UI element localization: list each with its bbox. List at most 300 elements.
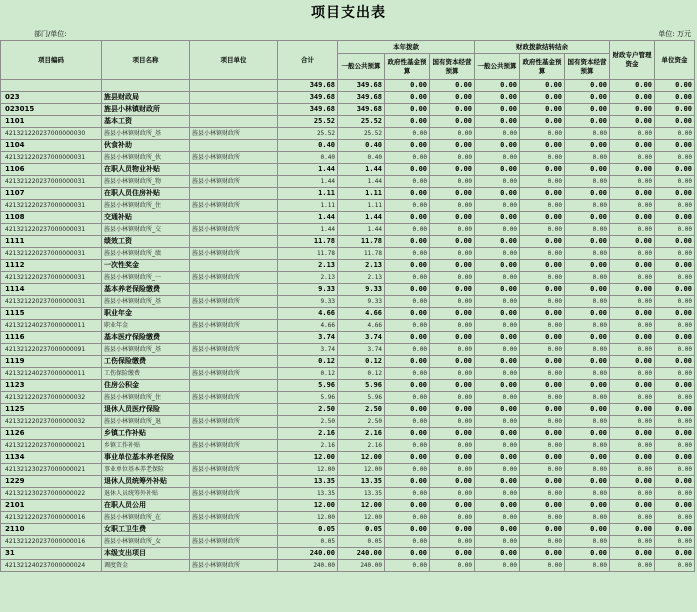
cell-general-carry: 0.00 [475, 236, 520, 248]
cell-code: 1116 [1, 332, 102, 344]
cell-state-capital-carry: 0.00 [565, 524, 610, 536]
cell-gov-fund-carry: 0.00 [520, 500, 565, 512]
cell-general-carry: 0.00 [475, 548, 520, 560]
cell-state-capital-current: 0.00 [430, 368, 475, 380]
cell-general-current: 349.68 [338, 92, 385, 104]
cell-fiscal-special: 0.00 [610, 452, 655, 464]
cell-general-current: 12.00 [338, 500, 385, 512]
cell-general-carry: 0.00 [475, 284, 520, 296]
cell-gov-fund-carry: 0.00 [520, 128, 565, 140]
table-body [1, 80, 695, 572]
cell-gov-fund-current: 0.00 [385, 296, 430, 308]
cell-code: 421321220237000000021 [1, 440, 102, 452]
cell-code: 1229 [1, 476, 102, 488]
cell-project-name: 退休人员统筹外补贴 [102, 488, 190, 500]
cell-gov-fund-carry: 0.00 [520, 164, 565, 176]
cell-gov-fund-carry: 0.00 [520, 188, 565, 200]
cell-project-unit [190, 116, 278, 128]
cell-code: 1115 [1, 308, 102, 320]
cell-general-carry: 0.00 [475, 356, 520, 368]
cell-general-current: 3.74 [338, 332, 385, 344]
header-general-current: 一般公共预算 [338, 54, 385, 80]
cell-fiscal-special: 0.00 [610, 164, 655, 176]
cell-gov-fund-current: 0.00 [385, 560, 430, 572]
table-row [1, 428, 695, 440]
cell-unit-fund: 0.00 [655, 260, 695, 272]
cell-state-capital-current: 0.00 [430, 92, 475, 104]
cell-unit-fund: 0.00 [655, 392, 695, 404]
cell-general-current: 11.78 [338, 236, 385, 248]
cell-state-capital-carry: 0.00 [565, 176, 610, 188]
cell-gov-fund-current: 0.00 [385, 284, 430, 296]
cell-fiscal-special: 0.00 [610, 392, 655, 404]
cell-gov-fund-carry: 0.00 [520, 176, 565, 188]
cell-general-current: 11.78 [338, 248, 385, 260]
cell-unit-fund: 0.00 [655, 560, 695, 572]
cell-project-unit [190, 164, 278, 176]
table-row [1, 308, 695, 320]
header-general-carry: 一般公共预算 [475, 54, 520, 80]
expenditure-table [0, 40, 695, 572]
table-row [1, 272, 695, 284]
cell-general-current: 1.11 [338, 188, 385, 200]
cell-total: 1.44 [278, 164, 338, 176]
cell-gov-fund-current: 0.00 [385, 260, 430, 272]
cell-gov-fund-current: 0.00 [385, 188, 430, 200]
cell-state-capital-current: 0.00 [430, 488, 475, 500]
cell-code: 1119 [1, 356, 102, 368]
cell-unit-fund: 0.00 [655, 92, 695, 104]
cell-general-carry: 0.00 [475, 380, 520, 392]
cell-state-capital-current: 0.00 [430, 140, 475, 152]
cell-state-capital-carry: 0.00 [565, 272, 610, 284]
cell-code: 421321220237000000032 [1, 392, 102, 404]
table-row [1, 500, 695, 512]
cell-general-carry: 0.00 [475, 200, 520, 212]
cell-project-unit [190, 212, 278, 224]
cell-project-unit [190, 356, 278, 368]
cell-gov-fund-carry: 0.00 [520, 320, 565, 332]
cell-gov-fund-current: 0.00 [385, 344, 430, 356]
cell-general-current: 2.16 [338, 440, 385, 452]
cell-project-unit [190, 236, 278, 248]
cell-unit-fund: 0.00 [655, 140, 695, 152]
table-row [1, 524, 695, 536]
header-code: 项目编码 [1, 41, 102, 80]
cell-state-capital-current: 0.00 [430, 344, 475, 356]
cell-total: 13.35 [278, 476, 338, 488]
cell-state-capital-carry: 0.00 [565, 128, 610, 140]
cell-fiscal-special: 0.00 [610, 104, 655, 116]
cell-unit-fund: 0.00 [655, 212, 695, 224]
cell-state-capital-carry: 0.00 [565, 104, 610, 116]
table-row [1, 464, 695, 476]
cell-general-carry: 0.00 [475, 344, 520, 356]
cell-fiscal-special: 0.00 [610, 476, 655, 488]
cell-project-name: 退休人员统筹外补贴 [102, 476, 190, 488]
cell-unit-fund: 0.00 [655, 236, 695, 248]
cell-gov-fund-carry: 0.00 [520, 344, 565, 356]
cell-fiscal-special: 0.00 [610, 152, 655, 164]
cell-total: 12.00 [278, 464, 338, 476]
cell-gov-fund-current: 0.00 [385, 140, 430, 152]
table-row [1, 104, 695, 116]
cell-code: 421321240237000000024 [1, 560, 102, 572]
cell-gov-fund-carry: 0.00 [520, 284, 565, 296]
cell-unit-fund: 0.00 [655, 164, 695, 176]
cell-project-unit: 旌县小林镇财政所 [190, 320, 278, 332]
cell-general-carry: 0.00 [475, 512, 520, 524]
cell-general-current: 349.68 [338, 80, 385, 92]
cell-project-unit [190, 380, 278, 392]
cell-gov-fund-carry: 0.00 [520, 92, 565, 104]
table-row [1, 368, 695, 380]
cell-state-capital-current: 0.00 [430, 524, 475, 536]
cell-general-current: 25.52 [338, 128, 385, 140]
cell-code: 421321220237000000031 [1, 224, 102, 236]
cell-project-name: 本级支出项目 [102, 548, 190, 560]
cell-general-current: 2.50 [338, 404, 385, 416]
cell-general-current: 1.44 [338, 164, 385, 176]
cell-project-unit [190, 452, 278, 464]
cell-unit-fund: 0.00 [655, 428, 695, 440]
cell-code: 31 [1, 548, 102, 560]
cell-state-capital-carry: 0.00 [565, 200, 610, 212]
cell-unit-fund: 0.00 [655, 320, 695, 332]
cell-code: 421321220237000000030 [1, 128, 102, 140]
cell-state-capital-carry: 0.00 [565, 164, 610, 176]
cell-total: 4.66 [278, 308, 338, 320]
table-row [1, 200, 695, 212]
cell-project-name: 旌县小林镇财政所_基 [102, 344, 190, 356]
cell-gov-fund-current: 0.00 [385, 176, 430, 188]
cell-gov-fund-current: 0.00 [385, 320, 430, 332]
cell-fiscal-special: 0.00 [610, 380, 655, 392]
cell-project-unit: 旌县小林镇财政所 [190, 464, 278, 476]
cell-unit-fund: 0.00 [655, 524, 695, 536]
cell-total: 3.74 [278, 344, 338, 356]
cell-code: 1106 [1, 164, 102, 176]
table-row [1, 452, 695, 464]
table-row [1, 548, 695, 560]
header-state-capital-current: 国有资本经营预算 [430, 54, 475, 80]
cell-state-capital-current: 0.00 [430, 356, 475, 368]
cell-state-capital-carry: 0.00 [565, 380, 610, 392]
cell-project-name: 旌县小林镇财政所_退 [102, 416, 190, 428]
cell-general-current: 240.00 [338, 560, 385, 572]
cell-gov-fund-current: 0.00 [385, 404, 430, 416]
cell-general-carry: 0.00 [475, 500, 520, 512]
cell-state-capital-carry: 0.00 [565, 116, 610, 128]
cell-project-unit [190, 548, 278, 560]
cell-gov-fund-current: 0.00 [385, 236, 430, 248]
cell-state-capital-carry: 0.00 [565, 152, 610, 164]
cell-gov-fund-carry: 0.00 [520, 236, 565, 248]
cell-project-unit: 旌县小林镇财政所 [190, 488, 278, 500]
cell-state-capital-carry: 0.00 [565, 296, 610, 308]
cell-project-unit [190, 260, 278, 272]
cell-fiscal-special: 0.00 [610, 548, 655, 560]
cell-code: 421321220237000000031 [1, 176, 102, 188]
cell-code: 421321220237000000031 [1, 248, 102, 260]
cell-gov-fund-carry: 0.00 [520, 452, 565, 464]
cell-unit-fund: 0.00 [655, 476, 695, 488]
cell-general-carry: 0.00 [475, 560, 520, 572]
cell-gov-fund-current: 0.00 [385, 356, 430, 368]
cell-state-capital-current: 0.00 [430, 248, 475, 260]
cell-state-capital-carry: 0.00 [565, 536, 610, 548]
cell-gov-fund-current: 0.00 [385, 380, 430, 392]
cell-state-capital-carry: 0.00 [565, 560, 610, 572]
cell-project-name: 在职人员物业补贴 [102, 164, 190, 176]
cell-state-capital-carry: 0.00 [565, 248, 610, 260]
cell-gov-fund-current: 0.00 [385, 164, 430, 176]
header-carry-group: 财政拨款结转结余 [475, 41, 610, 54]
cell-unit-fund: 0.00 [655, 188, 695, 200]
cell-code: 1134 [1, 452, 102, 464]
cell-fiscal-special: 0.00 [610, 236, 655, 248]
department-label: 部门/单位: [34, 30, 67, 38]
cell-gov-fund-current: 0.00 [385, 248, 430, 260]
cell-gov-fund-carry: 0.00 [520, 380, 565, 392]
cell-unit-fund: 0.00 [655, 536, 695, 548]
cell-general-current: 3.74 [338, 344, 385, 356]
cell-unit-fund: 0.00 [655, 464, 695, 476]
cell-project-name: 伙食补助 [102, 140, 190, 152]
cell-project-unit: 旌县小林镇财政所 [190, 224, 278, 236]
cell-state-capital-carry: 0.00 [565, 344, 610, 356]
cell-general-current: 12.00 [338, 512, 385, 524]
cell-gov-fund-current: 0.00 [385, 104, 430, 116]
cell-project-name: 工伤保险缴费 [102, 356, 190, 368]
cell-fiscal-special: 0.00 [610, 368, 655, 380]
cell-unit-fund: 0.00 [655, 500, 695, 512]
cell-gov-fund-current: 0.00 [385, 224, 430, 236]
cell-state-capital-current: 0.00 [430, 164, 475, 176]
cell-unit-fund: 0.00 [655, 356, 695, 368]
cell-general-current: 25.52 [338, 116, 385, 128]
cell-fiscal-special: 0.00 [610, 284, 655, 296]
cell-code: 1114 [1, 284, 102, 296]
header-name: 项目名称 [102, 41, 190, 80]
header-gov-fund-carry: 政府性基金预算 [520, 54, 565, 80]
cell-state-capital-current: 0.00 [430, 80, 475, 92]
table-row [1, 140, 695, 152]
cell-project-name: 旌县小林镇财政所_住 [102, 392, 190, 404]
cell-gov-fund-current: 0.00 [385, 332, 430, 344]
cell-fiscal-special: 0.00 [610, 200, 655, 212]
table-row [1, 344, 695, 356]
cell-code: 421321220237000000091 [1, 344, 102, 356]
cell-gov-fund-carry: 0.00 [520, 464, 565, 476]
cell-general-current: 1.44 [338, 224, 385, 236]
cell-code: 421321220237000000031 [1, 152, 102, 164]
cell-code: 2110 [1, 524, 102, 536]
cell-state-capital-current: 0.00 [430, 428, 475, 440]
cell-general-carry: 0.00 [475, 116, 520, 128]
cell-general-current: 1.11 [338, 200, 385, 212]
cell-state-capital-current: 0.00 [430, 560, 475, 572]
cell-general-current: 5.96 [338, 392, 385, 404]
cell-total: 349.68 [278, 80, 338, 92]
cell-project-name: 职业年金 [102, 320, 190, 332]
cell-project-name: 在职人员公用 [102, 500, 190, 512]
cell-total: 4.66 [278, 320, 338, 332]
cell-general-carry: 0.00 [475, 188, 520, 200]
cell-project-name: 住房公积金 [102, 380, 190, 392]
cell-project-unit: 旌县小林镇财政所 [190, 128, 278, 140]
cell-state-capital-carry: 0.00 [565, 80, 610, 92]
cell-project-name: 职业年金 [102, 308, 190, 320]
cell-gov-fund-current: 0.00 [385, 440, 430, 452]
cell-project-unit [190, 524, 278, 536]
cell-general-carry: 0.00 [475, 104, 520, 116]
cell-general-current: 0.12 [338, 356, 385, 368]
cell-general-current: 13.35 [338, 488, 385, 500]
cell-state-capital-current: 0.00 [430, 284, 475, 296]
cell-project-unit [190, 284, 278, 296]
cell-fiscal-special: 0.00 [610, 308, 655, 320]
cell-general-current: 12.00 [338, 452, 385, 464]
cell-total: 9.33 [278, 284, 338, 296]
table-row [1, 476, 695, 488]
cell-general-current: 349.68 [338, 104, 385, 116]
cell-state-capital-current: 0.00 [430, 440, 475, 452]
cell-state-capital-current: 0.00 [430, 272, 475, 284]
cell-general-current: 9.33 [338, 296, 385, 308]
cell-total: 1.44 [278, 176, 338, 188]
header-state-capital-carry: 国有资本经营预算 [565, 54, 610, 80]
cell-general-carry: 0.00 [475, 248, 520, 260]
cell-fiscal-special: 0.00 [610, 224, 655, 236]
cell-gov-fund-current: 0.00 [385, 392, 430, 404]
cell-gov-fund-carry: 0.00 [520, 536, 565, 548]
cell-state-capital-current: 0.00 [430, 332, 475, 344]
cell-gov-fund-carry: 0.00 [520, 224, 565, 236]
cell-total: 9.33 [278, 296, 338, 308]
header-fiscal-special: 财政专户管理资金 [610, 41, 655, 80]
cell-gov-fund-current: 0.00 [385, 500, 430, 512]
table-header [1, 41, 695, 80]
cell-general-current: 1.44 [338, 212, 385, 224]
cell-project-unit: 旌县小林镇财政所 [190, 560, 278, 572]
cell-state-capital-carry: 0.00 [565, 452, 610, 464]
cell-general-current: 240.00 [338, 548, 385, 560]
cell-gov-fund-current: 0.00 [385, 452, 430, 464]
cell-general-current: 2.16 [338, 428, 385, 440]
table-row [1, 536, 695, 548]
cell-unit-fund: 0.00 [655, 284, 695, 296]
cell-total: 5.96 [278, 380, 338, 392]
cell-code: 421321220237000000032 [1, 416, 102, 428]
cell-project-unit [190, 404, 278, 416]
cell-general-current: 4.66 [338, 308, 385, 320]
cell-project-name: 基本工资 [102, 116, 190, 128]
header-unit-fund: 单位资金 [655, 41, 695, 80]
cell-fiscal-special: 0.00 [610, 320, 655, 332]
cell-gov-fund-carry: 0.00 [520, 512, 565, 524]
cell-gov-fund-carry: 0.00 [520, 440, 565, 452]
cell-general-carry: 0.00 [475, 320, 520, 332]
cell-project-unit: 旌县小林镇财政所 [190, 368, 278, 380]
cell-project-unit: 旌县小林镇财政所 [190, 344, 278, 356]
cell-project-unit: 旌县小林镇财政所 [190, 512, 278, 524]
cell-project-unit: 旌县小林镇财政所 [190, 200, 278, 212]
cell-gov-fund-current: 0.00 [385, 488, 430, 500]
cell-total: 11.78 [278, 236, 338, 248]
table-row [1, 380, 695, 392]
cell-unit-fund: 0.00 [655, 452, 695, 464]
cell-fiscal-special: 0.00 [610, 356, 655, 368]
cell-project-name: 基本医疗保险缴费 [102, 332, 190, 344]
cell-fiscal-special: 0.00 [610, 440, 655, 452]
cell-project-unit: 旌县小林镇财政所 [190, 392, 278, 404]
cell-general-current: 0.05 [338, 524, 385, 536]
cell-fiscal-special: 0.00 [610, 416, 655, 428]
cell-state-capital-carry: 0.00 [565, 356, 610, 368]
table-row [1, 236, 695, 248]
cell-total: 12.00 [278, 452, 338, 464]
cell-total: 0.05 [278, 536, 338, 548]
cell-fiscal-special: 0.00 [610, 260, 655, 272]
cell-unit-fund: 0.00 [655, 308, 695, 320]
table-row [1, 188, 695, 200]
cell-unit-fund: 0.00 [655, 116, 695, 128]
cell-state-capital-carry: 0.00 [565, 236, 610, 248]
cell-state-capital-current: 0.00 [430, 512, 475, 524]
cell-code: 421321240237000000011 [1, 368, 102, 380]
cell-unit-fund: 0.00 [655, 104, 695, 116]
cell-code: 1125 [1, 404, 102, 416]
cell-project-unit: 旌县小林镇财政所 [190, 248, 278, 260]
cell-code: 421321220237000000031 [1, 296, 102, 308]
table-row [1, 80, 695, 92]
cell-total: 349.68 [278, 104, 338, 116]
cell-total: 240.00 [278, 560, 338, 572]
cell-project-name: 工伤保险缴费 [102, 368, 190, 380]
cell-state-capital-current: 0.00 [430, 188, 475, 200]
cell-gov-fund-carry: 0.00 [520, 368, 565, 380]
cell-state-capital-current: 0.00 [430, 116, 475, 128]
cell-project-name: 旌县小林镇财政所 [102, 104, 190, 116]
cell-state-capital-carry: 0.00 [565, 368, 610, 380]
cell-gov-fund-current: 0.00 [385, 512, 430, 524]
cell-gov-fund-carry: 0.00 [520, 308, 565, 320]
cell-state-capital-carry: 0.00 [565, 428, 610, 440]
table-row [1, 116, 695, 128]
table-row [1, 260, 695, 272]
table-row [1, 392, 695, 404]
cell-total: 1.44 [278, 224, 338, 236]
cell-fiscal-special: 0.00 [610, 272, 655, 284]
cell-gov-fund-carry: 0.00 [520, 80, 565, 92]
cell-project-name: 在职人员住房补贴 [102, 188, 190, 200]
cell-unit-fund: 0.00 [655, 272, 695, 284]
cell-project-unit: 旌县小林镇财政所 [190, 176, 278, 188]
cell-gov-fund-carry: 0.00 [520, 104, 565, 116]
cell-state-capital-current: 0.00 [430, 452, 475, 464]
cell-total: 240.00 [278, 548, 338, 560]
cell-fiscal-special: 0.00 [610, 116, 655, 128]
report-title: 项目支出表 [311, 5, 386, 21]
cell-project-name: 一次性奖金 [102, 260, 190, 272]
cell-total: 2.13 [278, 260, 338, 272]
cell-gov-fund-carry: 0.00 [520, 416, 565, 428]
cell-unit-fund: 0.00 [655, 512, 695, 524]
cell-state-capital-current: 0.00 [430, 176, 475, 188]
cell-general-carry: 0.00 [475, 92, 520, 104]
cell-fiscal-special: 0.00 [610, 536, 655, 548]
